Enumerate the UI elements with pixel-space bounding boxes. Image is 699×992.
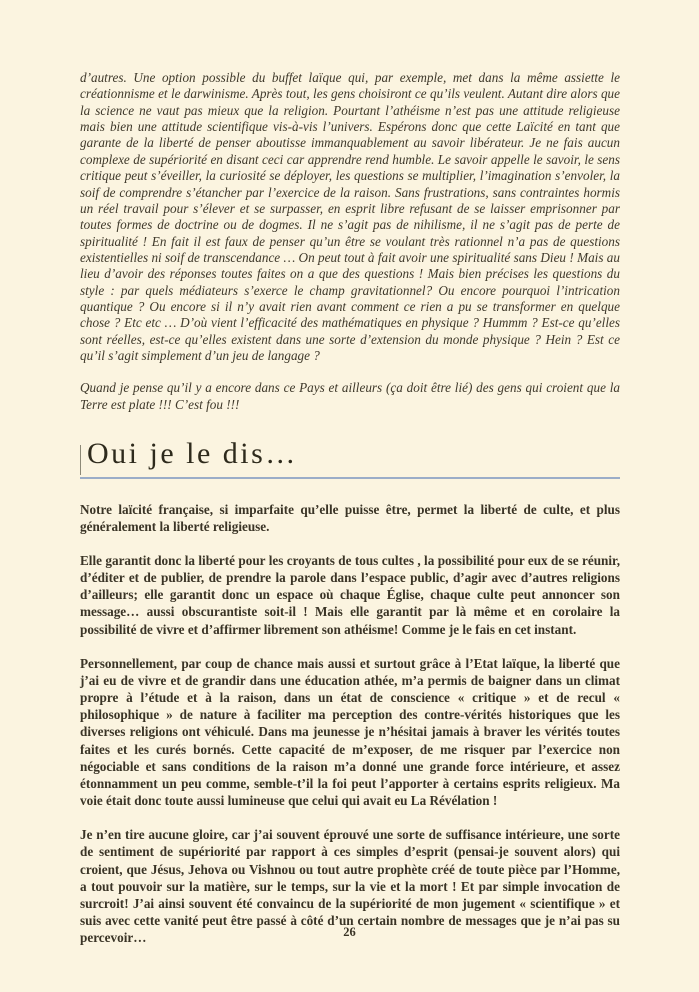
body-paragraph-2: Elle garantit donc la liberté pour les croyants de tous cultes , la possibilité pour eux de se réunir, d’éditer et de publier, de prendre la parole dans l’espace public, d’agir avec d’autres religions d’ailleurs; elle garantit donc un espace où chaque Église, chaque culte peut annoncer son message… aussi obscurantiste soit-il ! Mais elle garantit par là même et en corolaire la possibilité de vivre et d’affirmer librement son athéisme! Comme je le fais en cet instant. <box>80 553 620 637</box>
section-heading-block <box>80 437 620 479</box>
intro-paragraph-2: Quand je pense qu’il y a encore dans ce Pays et ailleurs (ça doit être lié) des gens qui croient que la Terre est plate !!! C’est fou !!! <box>80 380 620 412</box>
intro-paragraph-1: d’autres. Une option possible du buffet laïque qui, par exemple, met dans la même assiette le créationnisme et le darwinisme. Après tout, les gens choisiront ce qu’ils veulent. Autant dire alors que la science ne vaut pas mieux que la religion. Pourtant l’athéisme n’est pas une attitude religieuse mais bien une attitude scientifique vis-à-vis l’univers. Espérons donc que cette Laïcité en tant que garante de la liberté de penser aboutisse immanquablement au savoir libérateur. Je ne fais aucun complexe de supériorité en disant ceci car apprendre rend humble. Le savoir appelle le savoir, le sens critique peut s’éveiller, la curiosité se déployer, les questions se multiplier, l’imagination s’envoler, la soif de comprendre s’étancher par l’exercice de la raison. Sans frustrations, sans contraintes hormis un réel travail pour s’élever et se surpasser, en esprit libre refusant de se laisser emprisonner par toutes formes de doctrine ou de dogmes. Il ne s’agit pas de nihilisme, il ne s’agit pas de perte de spiritualité ! En fait il est faux de penser qu’un être se voulant très rationnel n’a pas de questions existentielles ni soif de transcendance … On peut tout à fait avoir une spiritualité sans Dieu ! Mais au lieu d’avoir des réponses toutes faites on a que des questions ! Mais bien précises les questions du style : par quels médiateurs s’exerce le champ gravitationnel? Ou encore pourquoi l’intrication quantique ? Ou encore si il n’y avait rien avant comment ce rien a pu se transformer en quelque chose ? Etc etc … D’où vient l’efficacité des mathématiques en physique ? Hummm ? Est-ce qu’elles sont réelles, est-ce qu’elles existent dans une sorte d’extension du monde physique ? Hein ? Est ce qu’il s’agit simplement d’un jeu de langage ? <box>80 70 620 364</box>
heading-rule <box>80 477 620 479</box>
page-number: 26 <box>343 925 356 939</box>
body-paragraph-1: Notre laïcité française, si imparfaite qu’elle puisse être, permet la liberté de culte, et plus généralement la liberté religieuse. <box>80 501 620 534</box>
body-paragraph-4: Je n’en tire aucune gloire, car j’ai souvent éprouvé une sorte de suffisance intérieure, une sorte de sentiment de supériorité par rapport à ces simples d’esprit (pensai-je souvent alors) qui croient, que Jésus, Jehova ou Vishnou ou tout autre prophète créé de toute pièce par l’Homme, a tout pouvoir sur la matière, sur le temps, sur la vie et la mort ! Et par simple invocation de surcroit! J’ai ainsi souvent été convaincu de la supériorité de mon jugement « scientifique » et suis avec cette vanité peut être passé à côté d’un certain nombre de messages que je n’ai pas su percevoir… <box>80 827 620 946</box>
section-body <box>80 501 620 947</box>
heading-marker <box>80 445 81 475</box>
body-paragraph-3: Personnellement, par coup de chance mais aussi et surtout grâce à l’Etat laïque, la liberté que j’ai eu de vivre et de grandir dans une éducation athée, m’a permis de baigner dans un climat propre à l’étude et à la raison, dans un état de conscience « critique » et de recul « philosophique » de nature à faciliter ma perception des contre-vérités historiques que les diverses religions ont véhiculé. Dans ma jeunesse je n’hésitai jamais à braver les vérités toutes faites et les curés bornés. Cette capacité de m’exposer, de me risquer par l’exercice non négociable et sans conditions de la raison m’a donné une grande force intérieure, et assez étonnamment un peu comme, semble-t’il la foi peut l’apporter à certains esprits religieux. Ma voie était donc toute aussi lumineuse que celui qui avait eu La Révélation ! <box>80 655 620 809</box>
section-heading: Oui je le dis… <box>87 437 298 471</box>
